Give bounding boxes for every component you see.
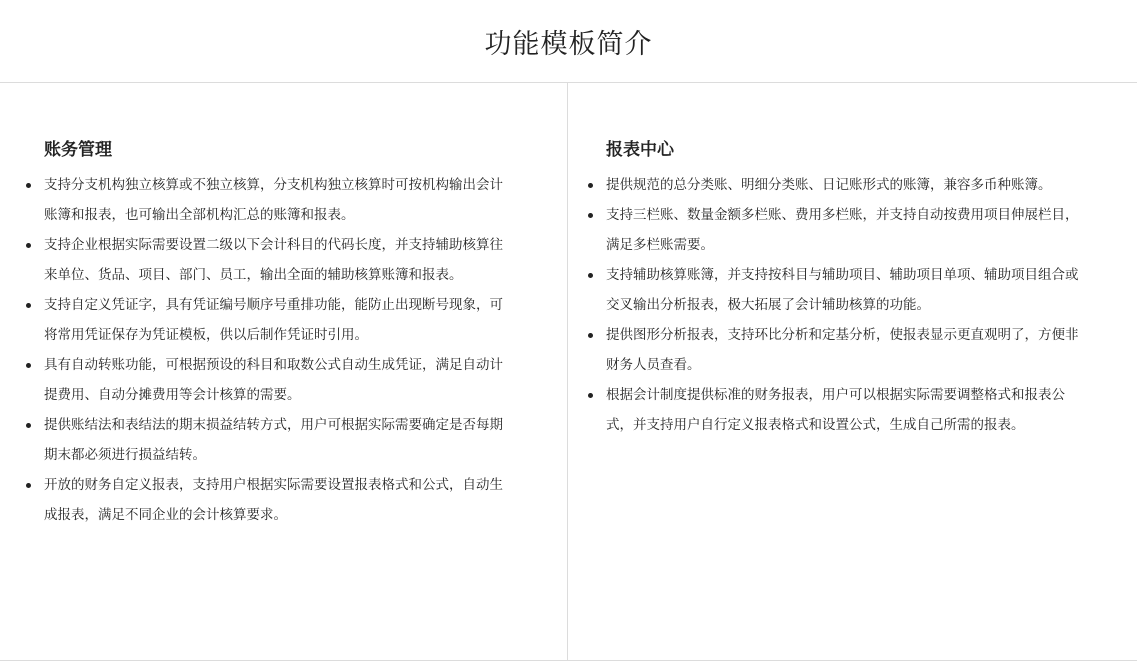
bullet-dot-icon	[26, 243, 31, 248]
header	[0, 0, 1137, 83]
list-item-text: 根据会计制度提供标准的财务报表，用户可以根据实际需要调整格式和报表公式，并支持用户自行定义报表格式和设置公式，生成自己所需的报表。	[606, 387, 1065, 433]
list-item	[0, 290, 567, 350]
list-item-text: 开放的财务自定义报表，支持用户根据实际需要设置报表格式和公式，自动生成报表，满足不同企业的会计核算要求。	[44, 477, 503, 523]
list-item	[0, 230, 567, 290]
section-title-account-management: 账务管理	[44, 140, 112, 160]
list-item-text: 提供账结法和表结法的期末损益结转方式，用户可根据实际需要确定是否每期期末都必须进行损益结转。	[44, 417, 503, 463]
list-item	[0, 350, 567, 410]
bullet-dot-icon	[26, 423, 31, 428]
list-item-text: 支持分支机构独立核算或不独立核算，分支机构独立核算时可按机构输出会计账簿和报表，也可输出全部机构汇总的账簿和报表。	[44, 177, 503, 223]
bullet-dot-icon	[588, 183, 593, 188]
list-item	[0, 470, 567, 530]
list-item	[0, 410, 567, 470]
list-item-text: 具有自动转账功能，可根据预设的科目和取数公式自动生成凭证，满足自动计提费用、自动分摊费用等会计核算的需要。	[44, 357, 503, 403]
bullet-dot-icon	[26, 363, 31, 368]
list-item-text: 支持辅助核算账簿，并支持按科目与辅助项目、辅助项目单项、辅助项目组合或交叉输出分析报表，极大拓展了会计辅助核算的功能。	[606, 267, 1079, 313]
bullet-dot-icon	[26, 183, 31, 188]
list-item	[568, 170, 1137, 200]
list-item	[568, 200, 1137, 260]
list-item	[568, 260, 1137, 320]
account-management-list	[0, 170, 567, 530]
section-title-report-center: 报表中心	[606, 140, 674, 160]
bullet-dot-icon	[588, 213, 593, 218]
list-item-text: 支持三栏账、数量金额多栏账、费用多栏账，并支持自动按费用项目伸展栏目，满足多栏账需要。	[606, 207, 1079, 253]
report-center-list	[568, 170, 1137, 440]
list-item	[568, 320, 1137, 380]
bullet-dot-icon	[588, 393, 593, 398]
content-columns	[0, 83, 1137, 661]
account-management-section	[0, 83, 568, 661]
bullet-dot-icon	[26, 303, 31, 308]
page-title: 功能模板简介	[484, 28, 653, 60]
list-item-text: 支持自定义凭证字，具有凭证编号顺序号重排功能，能防止出现断号现象，可将常用凭证保存为凭证模板，供以后制作凭证时引用。	[44, 297, 503, 343]
list-item	[0, 170, 567, 230]
list-item-text: 支持企业根据实际需要设置二级以下会计科目的代码长度，并支持辅助核算往来单位、货品、项目、部门、员工，输出全面的辅助核算账簿和报表。	[44, 237, 503, 283]
list-item-text: 提供规范的总分类账、明细分类账、日记账形式的账簿，兼容多币种账簿。	[606, 177, 1052, 193]
bullet-dot-icon	[26, 483, 31, 488]
bullet-dot-icon	[588, 273, 593, 278]
bullet-dot-icon	[588, 333, 593, 338]
list-item	[568, 380, 1137, 440]
list-item-text: 提供图形分析报表，支持环比分析和定基分析，使报表显示更直观明了，方便非财务人员查看。	[606, 327, 1079, 373]
report-center-section	[568, 83, 1137, 661]
